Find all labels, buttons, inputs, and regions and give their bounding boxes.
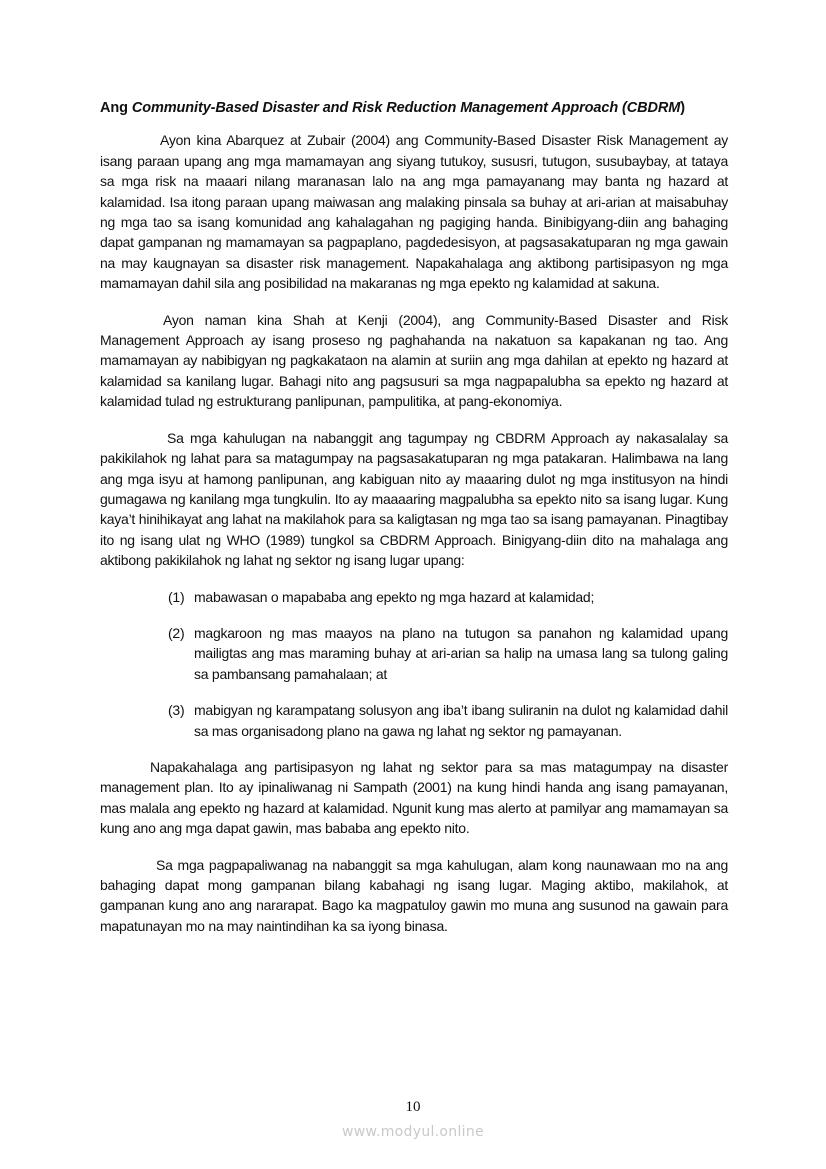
list-number: (3) <box>168 702 185 719</box>
list-text: magkaroon ng mas maayos na plano na tutugon sa panahon ng kalamidad upang mailigtas ang mas maraming buhay at ari-arian sa halip na umasa lang sa tulong galing sa pambansang pamahalaan; at <box>194 624 728 682</box>
watermark: www.modyul.online <box>342 1124 484 1140</box>
paragraph-sampath: Napakahalaga ang partisipasyon ng lahat ng sektor para sa mas matagumpay na disaster management plan. Ito ay ipinaliwanag ni Sampath (2001) na kung hindi handa ang isang pamayanan, mas malala ang epekto ng hazard at kalamidad. Ngunit kung mas alerto at pamilyar ang mamamayan sa kung ano ang mga dapat gawin, mas bababa ang epekto nito. <box>100 758 728 837</box>
list-item <box>168 587 728 607</box>
paragraph-closing: Sa mga pagpapaliwanag na nabanggit sa mga kahulugan, alam kong naunawaan mo na ang bahaging dapat mong gampanan bilang kabahagi ng isang lugar. Maging aktibo, makilahok, at gampanan kung ano ang nararapat. Bago ka magpatuloy gawin mo muna ang susunod na gawain para mapatunayan mo na may naintindihan ka sa iyong binasa. <box>100 856 728 934</box>
page-number: 10 <box>405 1099 421 1115</box>
paragraph-abarquez-zubair: Ayon kina Abarquez at Zubair (2004) ang Community-Based Disaster Risk Management ay isang paraan upang ang mga mamamayan ang siyang tutukoy, sususri, tutugon, susubaybay, at tataya sa mga risk na maaari nilang maranasan lalo na ang mga pamayanang may banta ng hazard at kalamidad. Isa itong paraan upang maiwasan ang malaking pinsala sa buhay at ari-arian at maisabuhay ng mga tao sa isang komunidad ang kahalagahan ng pagiging handa. Binibigyang-diin ang bahaging dapat gampanan ng mamamayan sa pagpaplano, pagdedesisyon, at pagsasakatuparan ng mga gawain na may kaugnayan sa disaster risk management. Napakahalaga ang aktibong partisipasyon ng mga mamamayan dahil sila ang posibilidad na makaranas ng mga epekto ng kalamidad at sakuna. <box>100 132 728 292</box>
list-item <box>168 623 728 684</box>
numbered-list <box>100 587 728 741</box>
list-item <box>168 700 728 741</box>
list-number: (2) <box>168 624 185 641</box>
list-text: mabigyan ng karampatang solusyon ang iba’t ibang suliranin na dulot ng kalamidad dahil sa mas organisadong plano na gawa ng lahat ng sektor ng pamayanan. <box>194 702 728 739</box>
paragraph-shah-kenji: Ayon naman kina Shah at Kenji (2004), ang Community-Based Disaster and Risk Management Approach ay isang proseso ng paghahanda na nakatuon sa kapakanan ng tao. Ang mamamayan ay nabibigyan ng pagkakataon na alamin at suriin ang mga dahilan at epekto ng hazard at kalamidad sa kanilang lugar. Bahagi nito ang pagsusuri sa mga nagpapalubha sa epekto ng hazard at kalamidad tulad ng estrukturang panlipunan, pampulitika, at pang-ekonomiya. <box>100 311 728 410</box>
heading-prefix: Ang <box>100 100 132 116</box>
paragraph-cbdrm-success: Sa mga kahulugan na nabanggit ang tagumpay ng CBDRM Approach ay nakasalalay sa pakikilahok ng lahat para sa matagumpay na pagsasakatuparan ng mga patakaran. Halimbawa na lang ang mga isyu at hamong panlipunan, ang kabiguan nito ay maaaring dulot ng mga institusyon na hindi gumagawa ng kanilang mga tungkulin. Ito ay maaaaring magpalubha sa epekto nito sa isang lugar. Kung kaya’t hinihikayat ang lahat na makilahok para sa kaligtasan ng mga tao sa isang pamayanan. Pinagtibay ito ng isang ulat ng WHO (1989) tungkol sa CBDRM Approach. Binigyang-diin dito na mahalaga ang aktibong pakikilahok ng lahat ng sektor ng isang lugar upang: <box>100 429 728 569</box>
section-heading <box>100 98 728 118</box>
document-page <box>100 98 728 952</box>
heading-suffix: ) <box>680 100 685 116</box>
heading-title: Community-Based Disaster and Risk Reduction Management Approach (CBDRM <box>131 100 681 116</box>
list-text: mabawasan o mapababa ang epekto ng mga hazard at kalamidad; <box>194 588 595 605</box>
list-number: (1) <box>168 588 185 605</box>
